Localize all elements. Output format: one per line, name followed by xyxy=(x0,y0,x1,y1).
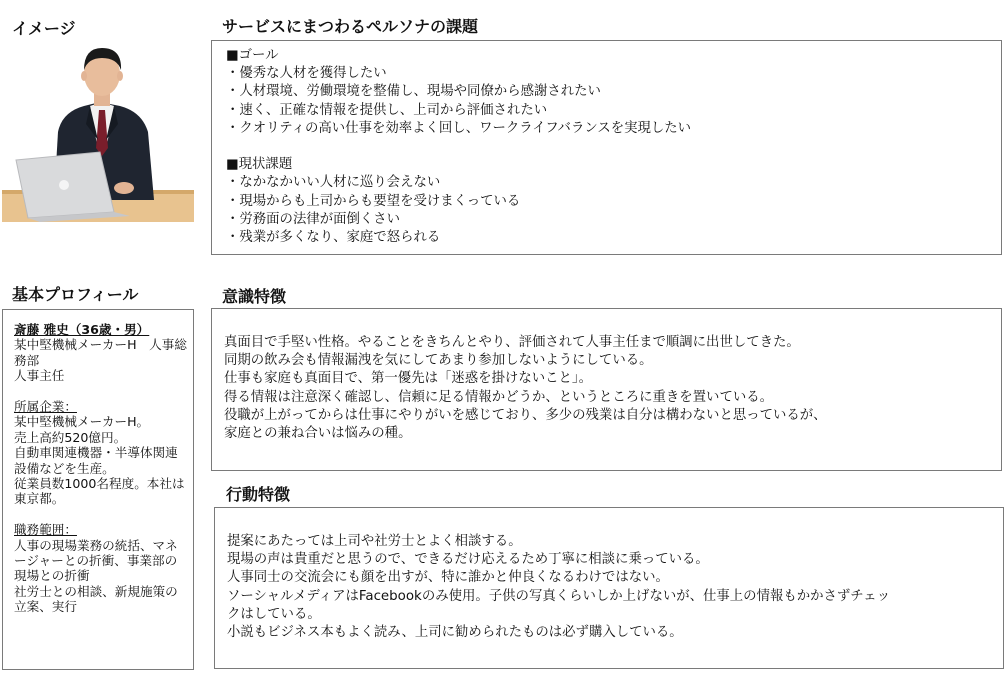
duty-title: 職務範囲： xyxy=(14,522,77,538)
ear-right xyxy=(117,71,123,81)
company-line: 某中堅機械メーカーH。 xyxy=(14,414,150,430)
spacer xyxy=(226,138,1001,156)
spacer xyxy=(14,507,187,522)
behavior-line: 現場の声は貴重だと思うので、できるだけ応えるため丁寧に相談に乗っている。 xyxy=(227,552,709,568)
behavior-box xyxy=(214,507,1004,669)
duty-line: 社労士との相談、新規施策の立案、実行 xyxy=(14,583,178,615)
consciousness-line: 仕事も家庭も真面目で、第一優先は「迷惑を掛けないこと」。 xyxy=(224,371,592,387)
duty-line: 人事の現場業務の統括、マネージャーとの折衝、事業部の現場との折衝 xyxy=(14,537,178,584)
goal-item: ・優秀な人材を獲得したい xyxy=(226,66,387,82)
consciousness-heading: 意識特徴 xyxy=(222,287,287,306)
laptop-logo xyxy=(59,180,69,190)
challenges-box xyxy=(211,40,1002,255)
consciousness-line: 同期の飲み会も情報漏洩を気にしてあまり参加しないようにしている。 xyxy=(224,353,653,369)
position-line: 某中堅機械メーカーH 人事総務部 xyxy=(14,337,187,368)
profile-box xyxy=(2,309,194,670)
persona-photo xyxy=(2,40,194,222)
issue-item: ・現場からも上司からも要望を受けまくっている xyxy=(226,193,521,209)
company-title: 所属企業： xyxy=(14,399,77,415)
consciousness-box xyxy=(211,308,1002,471)
spacer xyxy=(14,384,187,399)
behavior-line: ソーシャルメディアはFacebookのみ使用。子供の写真くらいしか上げないが、仕事上の情報もかかさずチェッ xyxy=(227,588,891,604)
position-line: 人事主任 xyxy=(14,368,65,384)
profile-heading: 基本プロフィール xyxy=(12,285,139,304)
hand xyxy=(114,182,134,194)
behavior-line: 小説もビジネス本もよく読み、上司に勧められたものは必ず購入している。 xyxy=(227,625,683,641)
image-heading: イメージ xyxy=(12,19,76,38)
behavior-heading: 行動特徴 xyxy=(226,485,291,504)
consciousness-line: 家庭との兼ね合いは悩みの種。 xyxy=(224,426,412,442)
goal-item: ・速く、正確な情報を提供し、上司から評価されたい xyxy=(226,102,548,118)
persona-name: 斎藤 雅史（36歳・男） xyxy=(14,322,150,337)
goal-item: ・クオリティの高い仕事を効率よく回し、ワークライフバランスを実現したい xyxy=(226,120,692,136)
issue-title: ■現状課題 xyxy=(226,157,293,173)
behavior-line: 提案にあたっては上司や社労士とよく相談する。 xyxy=(227,534,522,549)
ear-left xyxy=(81,71,87,81)
behavior-line: クはしている。 xyxy=(227,606,321,622)
challenges-heading: サービスにまつわるペルソナの課題 xyxy=(222,17,479,36)
company-line: 自動車関連機器・半導体関連設備などを生産。 xyxy=(14,445,178,476)
consciousness-line: 得る情報は注意深く確認し、信頼に足る情報かどうか、というところに重きを置いている。 xyxy=(224,389,774,405)
company-line: 従業員数1000名程度。本社は東京都。 xyxy=(14,476,185,507)
issue-item: ・残業が多くなり、家庭で怒られる xyxy=(226,230,441,246)
issue-item: ・なかなかいい人材に巡り会えない xyxy=(226,175,441,191)
consciousness-line: 役職が上がってからは仕事にやりがいを感じており、多少の残業は自分は構わないと思っているが、 xyxy=(224,407,827,423)
issue-item: ・労務面の法律が面倒くさい xyxy=(226,211,401,227)
company-line: 売上高約520億円。 xyxy=(14,429,127,445)
goal-title: ■ゴール xyxy=(226,48,279,63)
consciousness-line: 真面目で手堅い性格。やることをきちんとやり、評価されて人事主任まで順調に出世してきた。 xyxy=(224,335,800,350)
goal-item: ・人材環境、労働環境を整備し、現場や同僚から感謝されたい xyxy=(226,84,601,100)
behavior-line: 人事同士の交流会にも顔を出すが、特に誰かと仲良くなるわけではない。 xyxy=(227,570,669,586)
